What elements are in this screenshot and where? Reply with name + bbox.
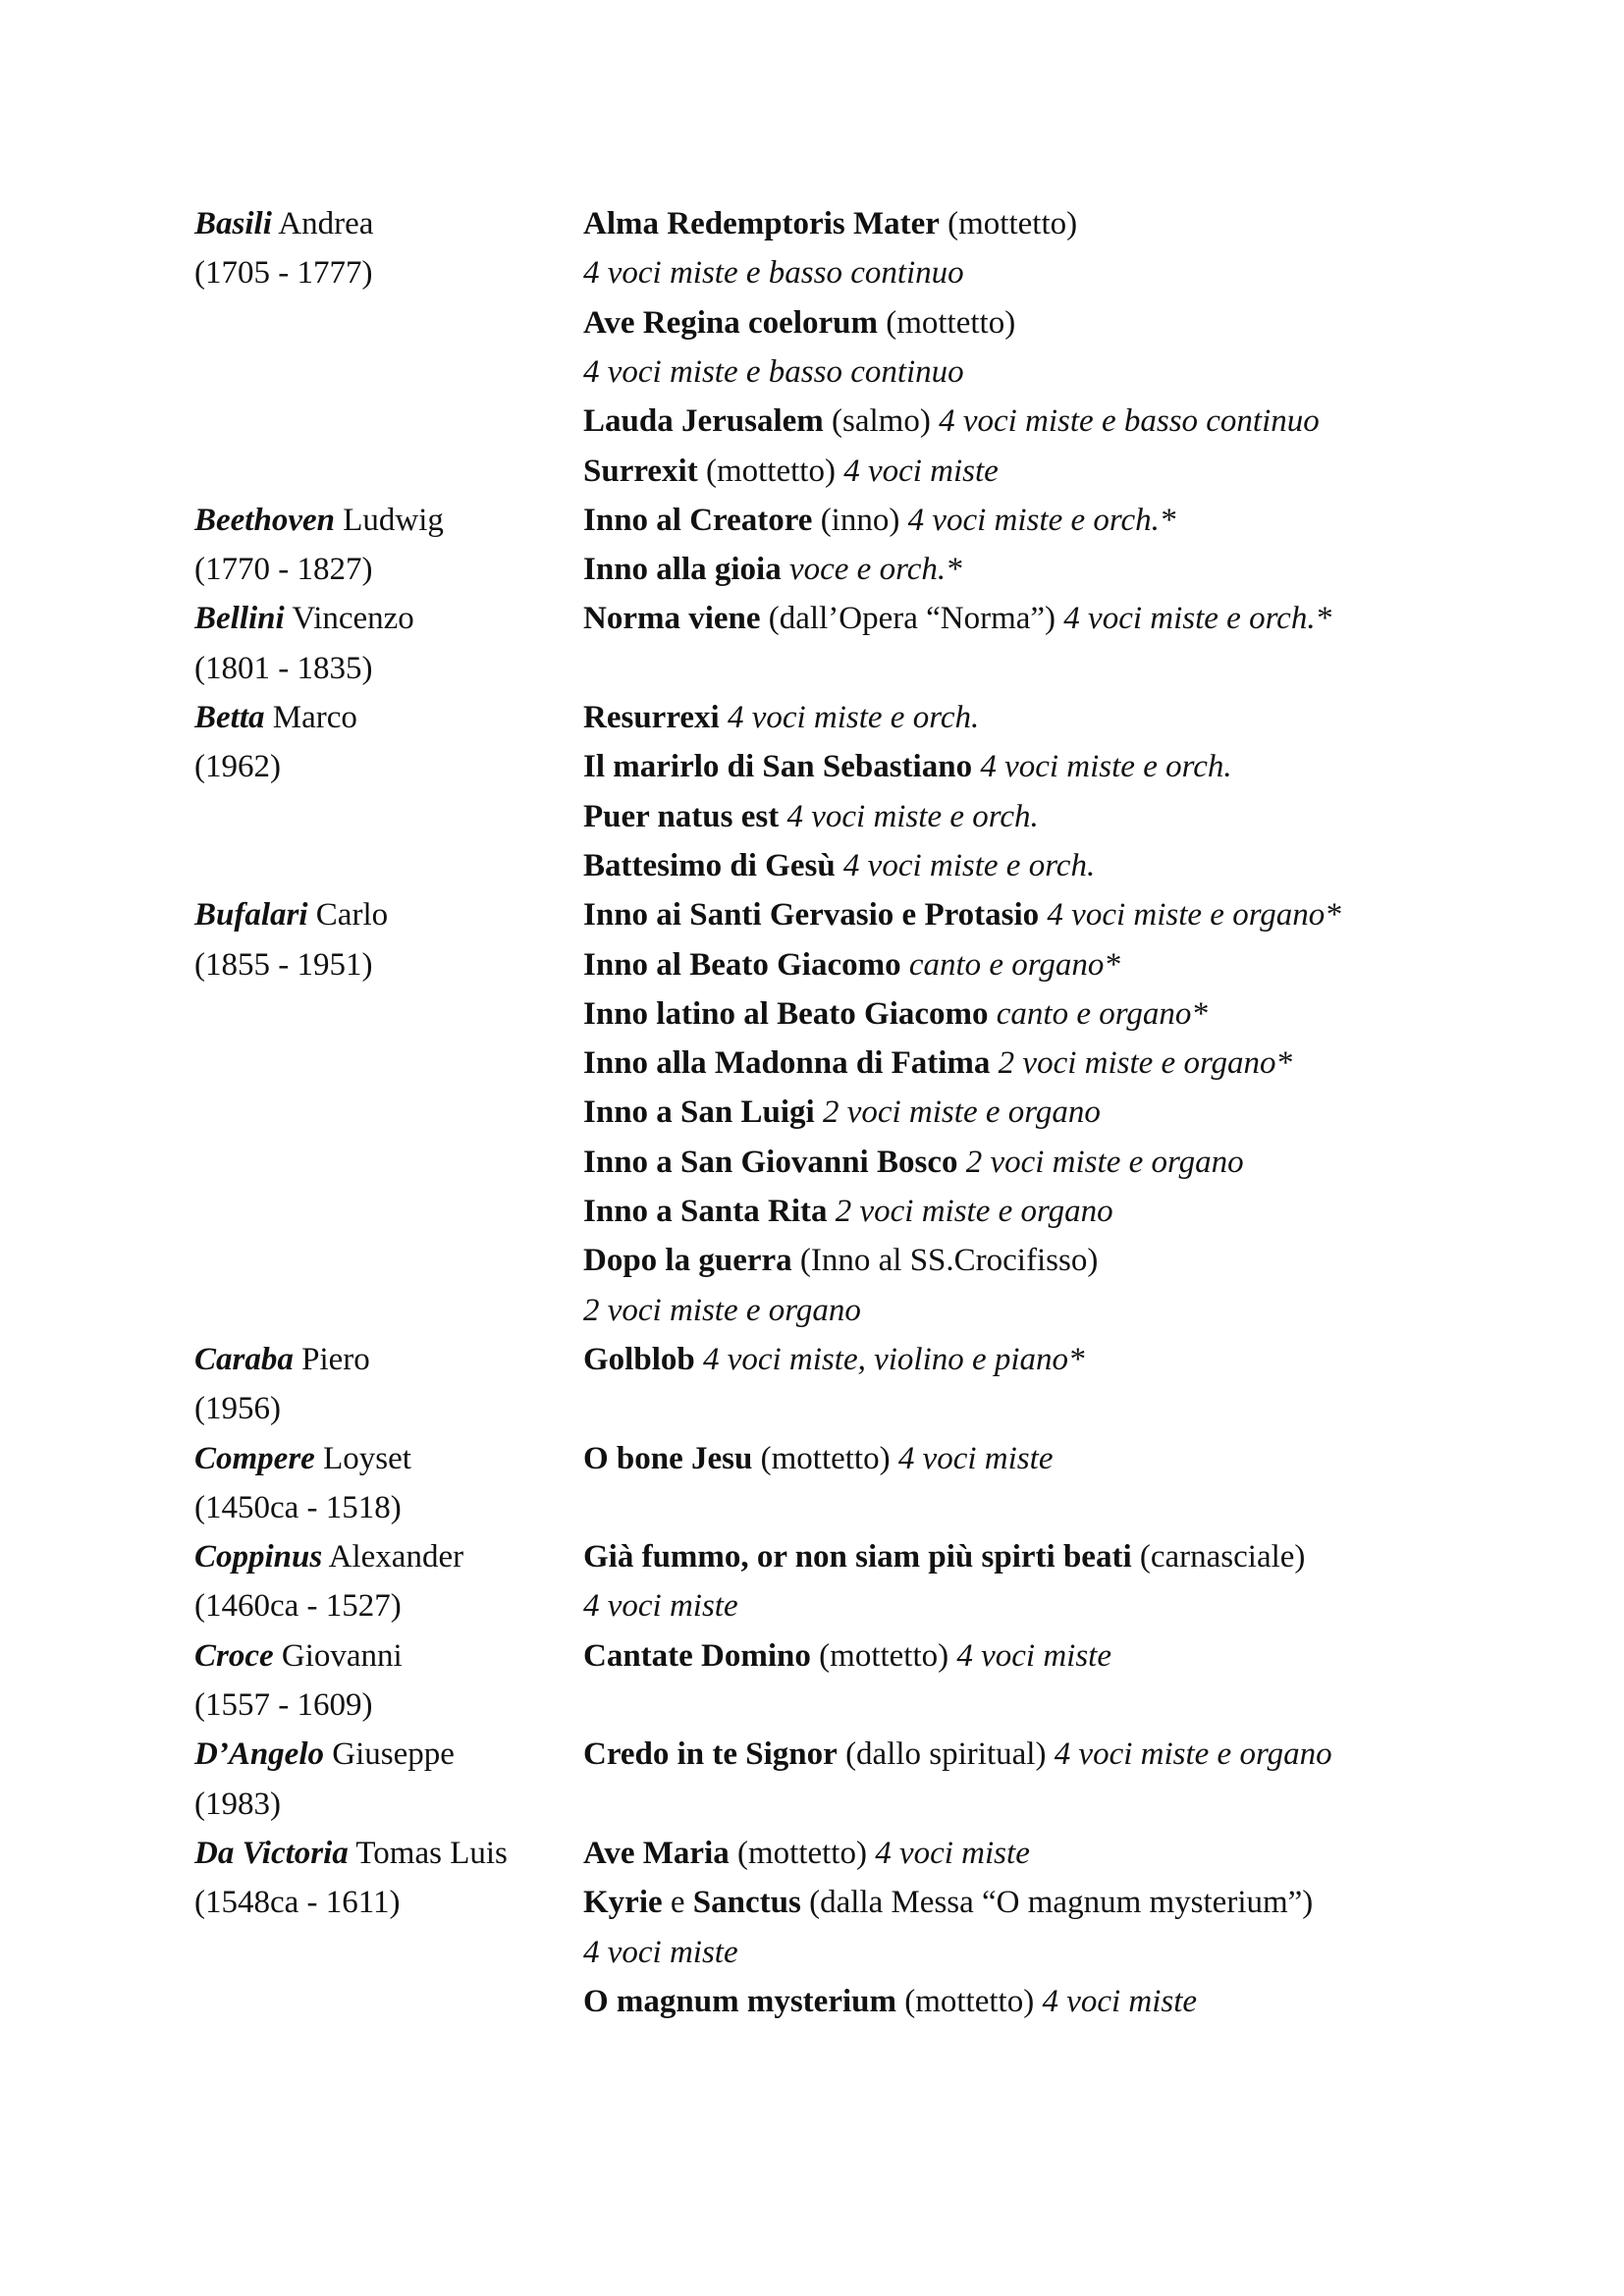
ensemble-text: 4 voci miste — [1042, 1983, 1198, 2019]
catalog-row — [0, 298, 1624, 347]
plain-text: Alexander — [322, 1539, 464, 1575]
catalog-row — [0, 347, 1624, 397]
catalog-row — [0, 1581, 1624, 1630]
plain-text — [836, 848, 843, 883]
composer-cell — [194, 1878, 401, 1927]
plain-text: (dall’Opera “Norma”) — [760, 601, 1064, 637]
plain-text — [989, 996, 997, 1032]
work-title: Battesimo di Gesù — [583, 847, 836, 883]
plain-text: (dalla Messa “O magnum mysterium”) — [800, 1885, 1314, 1921]
catalog-row — [0, 890, 1624, 939]
catalog-row — [0, 1335, 1624, 1384]
plain-text: (mottetto) — [877, 304, 1016, 341]
catalog-row — [0, 841, 1624, 890]
works-cell — [583, 841, 1095, 890]
works-cell — [583, 397, 1320, 446]
catalog-row — [0, 940, 1624, 989]
works-cell — [583, 594, 1331, 643]
plain-text: (inno) — [812, 502, 908, 538]
work-title: Alma Redemptoris Mater — [583, 206, 940, 241]
catalog-row — [0, 1088, 1624, 1137]
plain-text: (mottetto) — [729, 1835, 876, 1871]
work-title: Inno al Creatore — [583, 502, 813, 538]
plain-text — [815, 1095, 823, 1130]
plain-text: (mottetto) — [895, 1983, 1043, 2019]
work-title: Lauda Jerusalem — [583, 403, 824, 440]
composer-surname: Coppinus — [194, 1539, 323, 1575]
ensemble-text: 4 voci miste e orch.* — [1063, 601, 1332, 637]
ensemble-text: canto e organo* — [996, 995, 1208, 1032]
work-title: Inno ai Santi Gervasio e Protasio — [583, 897, 1040, 934]
composer-cell — [194, 199, 373, 248]
work-title: Sanctus — [692, 1885, 801, 1921]
plain-text: (1983) — [194, 1786, 281, 1822]
composer-cell — [194, 248, 372, 297]
composer-surname: Bufalari — [194, 897, 308, 934]
plain-text: (1705 - 1777) — [194, 255, 373, 292]
works-cell — [583, 1434, 1053, 1483]
works-cell — [583, 1187, 1113, 1236]
catalog-row — [0, 989, 1624, 1039]
plain-text — [720, 700, 728, 735]
plain-text: Vincenzo — [284, 601, 414, 637]
work-title: Inno al Beato Giacomo — [583, 946, 901, 983]
ensemble-text: 4 voci miste — [956, 1637, 1111, 1674]
works-cell — [583, 1236, 1098, 1285]
catalog-row — [0, 1681, 1624, 1730]
works-cell — [583, 890, 1341, 939]
catalog-row — [0, 1236, 1624, 1285]
composer-cell — [194, 644, 372, 693]
work-title: Golblob — [583, 1341, 695, 1377]
plain-text: (salmo) — [823, 403, 940, 440]
works-cell — [583, 1335, 1085, 1384]
composer-cell — [194, 545, 372, 594]
plain-text: (Inno al SS.Crocifisso) — [791, 1243, 1099, 1279]
ensemble-text: 4 voci miste — [583, 1934, 738, 1970]
works-cell — [583, 347, 964, 397]
composer-cell — [194, 1532, 463, 1581]
plain-text — [782, 552, 789, 587]
plain-text: Carlo — [307, 897, 389, 934]
work-title: Resurrexi — [583, 700, 720, 735]
works-cell — [583, 1138, 1244, 1187]
catalog-row — [0, 1384, 1624, 1433]
plain-text: (1450ca - 1518) — [194, 1489, 402, 1525]
ensemble-text: 4 voci miste e orch. — [980, 749, 1232, 785]
catalog-row — [0, 397, 1624, 446]
works-cell — [583, 1581, 738, 1630]
work-title: Inno alla Madonna di Fatima — [583, 1045, 991, 1082]
ensemble-text: 4 voci miste e orch. — [842, 847, 1096, 883]
catalog-row — [0, 594, 1624, 643]
composer-cell — [194, 1780, 281, 1829]
plain-text: e — [662, 1885, 693, 1921]
works-cell — [583, 1088, 1101, 1137]
works-cell — [583, 1532, 1305, 1581]
works-cell — [583, 248, 964, 297]
composer-cell — [194, 1581, 402, 1630]
works-cell — [583, 1730, 1332, 1779]
plain-text — [990, 1045, 998, 1081]
plain-text: (1548ca - 1611) — [194, 1885, 401, 1921]
works-cell — [583, 496, 1175, 545]
ensemble-text: 2 voci miste e organo — [835, 1194, 1113, 1229]
works-cell — [583, 742, 1232, 791]
plain-text: (mottetto) — [810, 1637, 957, 1674]
composer-cell — [194, 1384, 281, 1433]
plain-text: Ludwig — [334, 502, 444, 538]
catalog-row — [0, 1434, 1624, 1483]
ensemble-text: 4 voci miste e basso continuo — [939, 403, 1320, 440]
ensemble-text: 2 voci miste e organo — [822, 1095, 1101, 1131]
ensemble-text: 4 voci miste e basso continuo — [583, 353, 964, 390]
catalog-row — [0, 1780, 1624, 1829]
composer-surname: Basili — [194, 206, 272, 241]
work-title: Norma viene — [583, 601, 761, 637]
plain-text: (mottetto) — [697, 453, 844, 489]
ensemble-text: 4 voci miste e orch. — [786, 798, 1039, 834]
catalog-row — [0, 1928, 1624, 1977]
ensemble-text: 4 voci miste e organo — [1054, 1736, 1332, 1773]
works-cell — [583, 1928, 738, 1977]
catalog-row — [0, 1138, 1624, 1187]
catalog-row — [0, 1532, 1624, 1581]
plain-text — [695, 1342, 703, 1377]
composer-cell — [194, 693, 357, 742]
works-cell — [583, 199, 1077, 248]
work-title: Kyrie — [583, 1885, 663, 1921]
catalog-row — [0, 1039, 1624, 1088]
works-cell — [583, 447, 999, 496]
composer-surname: Betta — [194, 700, 265, 735]
work-title: O bone Jesu — [583, 1440, 753, 1476]
plain-text: (1460ca - 1527) — [194, 1588, 402, 1625]
composer-cell — [194, 1631, 403, 1681]
plain-text: (1557 - 1609) — [194, 1687, 373, 1723]
plain-text: (1855 - 1951) — [194, 946, 373, 983]
composer-surname: Bellini — [194, 601, 285, 637]
catalog-row — [0, 742, 1624, 791]
catalog-row — [0, 1878, 1624, 1927]
plain-text: Piero — [293, 1341, 370, 1377]
works-cell — [583, 1039, 1292, 1088]
composer-cell — [194, 1483, 402, 1532]
composer-surname: Da Victoria — [194, 1835, 349, 1871]
plain-text: (1956) — [194, 1391, 281, 1427]
plain-text: Andrea — [271, 206, 374, 241]
plain-text: (dallo spiritual) — [837, 1736, 1055, 1773]
work-title: Inno latino al Beato Giacomo — [583, 995, 989, 1032]
composer-surname: Croce — [194, 1637, 274, 1674]
ensemble-text: voce e orch.* — [788, 552, 962, 588]
composer-surname: Caraba — [194, 1341, 294, 1377]
work-title: Dopo la guerra — [583, 1243, 792, 1279]
work-title: Il marirlo di San Sebastiano — [583, 749, 973, 785]
composer-surname: Beethoven — [194, 502, 335, 538]
plain-text: Giuseppe — [324, 1736, 455, 1773]
works-cell — [583, 693, 979, 742]
composer-cell — [194, 1829, 508, 1878]
works-cell — [583, 1977, 1197, 2026]
work-title: Ave Regina coelorum — [583, 304, 878, 341]
work-title: O magnum mysterium — [583, 1983, 896, 2019]
work-title: Inno alla gioia — [583, 552, 782, 588]
catalog-row — [0, 447, 1624, 496]
catalog-row — [0, 1483, 1624, 1532]
works-cell — [583, 940, 1120, 989]
catalog-row — [0, 248, 1624, 297]
plain-text: (mottetto) — [939, 206, 1078, 241]
plain-text: Loyset — [314, 1440, 411, 1476]
catalog-row — [0, 545, 1624, 594]
ensemble-text: 4 voci miste e orch. — [727, 700, 980, 735]
catalog-row — [0, 496, 1624, 545]
work-title: Puer natus est — [583, 798, 780, 834]
ensemble-text: 4 voci miste — [897, 1440, 1054, 1476]
ensemble-text: 2 voci miste e organo — [965, 1144, 1244, 1180]
works-cell — [583, 1286, 861, 1335]
works-cell — [583, 298, 1015, 347]
composer-cell — [194, 1681, 372, 1730]
plain-text: Tomas Luis — [348, 1835, 508, 1871]
plain-text: (carnasciale) — [1131, 1539, 1306, 1575]
plain-text — [827, 1194, 835, 1229]
plain-text: (mottetto) — [752, 1440, 898, 1476]
ensemble-text: 4 voci miste — [583, 1588, 738, 1625]
plain-text: (1801 - 1835) — [194, 650, 373, 686]
catalog-row — [0, 1286, 1624, 1335]
composer-surname: D’Angelo — [194, 1736, 324, 1773]
catalog-row — [0, 1977, 1624, 2026]
composer-cell — [194, 890, 388, 939]
plain-text — [901, 947, 909, 983]
work-title: Già fummo, or non siam più spirti beati — [583, 1539, 1132, 1575]
catalog-row — [0, 1187, 1624, 1236]
catalog-row — [0, 1730, 1624, 1779]
work-title: Inno a San Giovanni Bosco — [583, 1144, 958, 1180]
works-cell — [583, 1829, 1030, 1878]
ensemble-text: 2 voci miste e organo — [583, 1292, 861, 1328]
catalog-row — [0, 644, 1624, 693]
ensemble-text: 4 voci miste, violino e piano* — [702, 1341, 1085, 1377]
composer-cell — [194, 742, 281, 791]
catalog-row — [0, 693, 1624, 742]
ensemble-text: canto e organo* — [908, 946, 1120, 983]
catalog-row — [0, 792, 1624, 841]
work-title: Inno a San Luigi — [583, 1095, 815, 1131]
works-cell — [583, 545, 962, 594]
plain-text — [957, 1145, 965, 1180]
works-cell — [583, 1631, 1111, 1681]
composer-surname: Compere — [194, 1440, 315, 1476]
ensemble-text: 4 voci miste e basso continuo — [583, 255, 964, 292]
plain-text: Giovanni — [273, 1637, 403, 1674]
ensemble-text: 4 voci miste — [843, 453, 999, 489]
works-cell — [583, 1878, 1313, 1927]
work-title: Inno a Santa Rita — [583, 1194, 828, 1229]
ensemble-text: 4 voci miste — [875, 1835, 1030, 1871]
plain-text: (1770 - 1827) — [194, 552, 373, 588]
ensemble-text: 2 voci miste e organo* — [998, 1045, 1293, 1082]
works-cell — [583, 792, 1039, 841]
composer-cell — [194, 940, 372, 989]
work-title: Surrexit — [583, 453, 698, 489]
composer-cell — [194, 1730, 455, 1779]
plain-text: Marco — [264, 700, 357, 735]
catalog-row — [0, 199, 1624, 248]
composer-cell — [194, 496, 444, 545]
catalog-row — [0, 1631, 1624, 1681]
ensemble-text: 4 voci miste e organo* — [1047, 897, 1341, 934]
ensemble-text: 4 voci miste e orch.* — [907, 502, 1176, 538]
work-title: Credo in te Signor — [583, 1736, 838, 1773]
plain-text: (1962) — [194, 749, 281, 785]
work-title: Cantate Domino — [583, 1637, 811, 1674]
works-cell — [583, 989, 1208, 1039]
composer-cell — [194, 1335, 370, 1384]
catalog-row — [0, 1829, 1624, 1878]
work-title: Ave Maria — [583, 1835, 730, 1871]
composer-cell — [194, 1434, 411, 1483]
composer-cell — [194, 594, 414, 643]
